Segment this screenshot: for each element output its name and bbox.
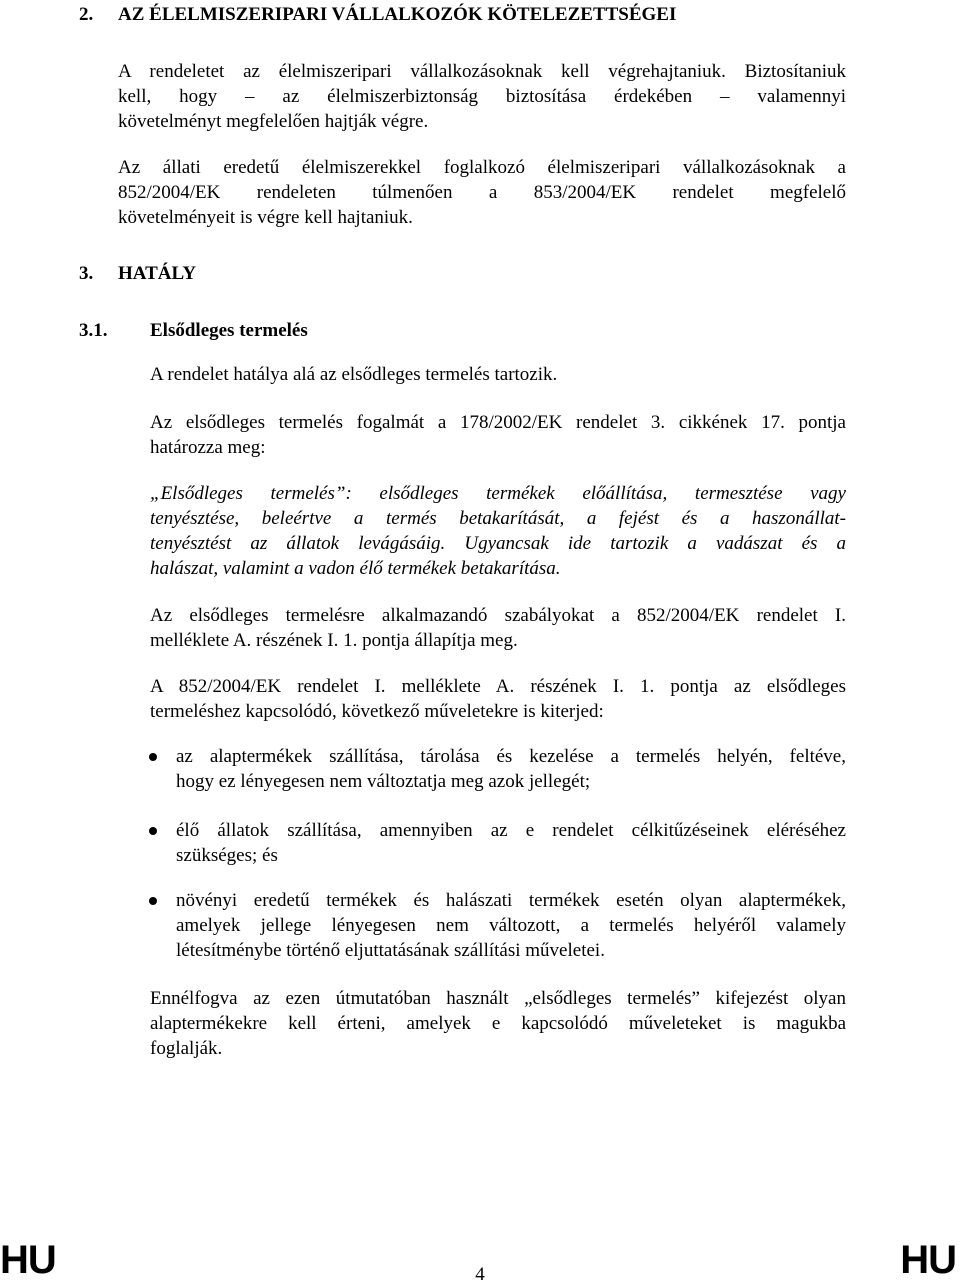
footer-language-code-right: HU xyxy=(900,1238,956,1282)
section-3-1-title: Elsődleges termelés xyxy=(150,320,308,341)
list-item xyxy=(176,888,846,963)
text-line: amelyek jellege lényegesen nem változott, a termelés helyéről valamely xyxy=(176,915,846,936)
text-line: A 852/2004/EK rendelet I. melléklete A. részének I. 1. pontja az elsődleges xyxy=(150,676,846,697)
bullet-dot-icon xyxy=(149,827,157,835)
bullet-dot-icon xyxy=(149,753,157,761)
section-3-1-paragraph-5 xyxy=(150,986,846,1061)
text-line: Az elsődleges termelés fogalmát a 178/2002/EK rendelet 3. cikkének 17. pontja xyxy=(150,412,846,433)
text-line: melléklete A. részének I. 1. pontja állapítja meg. xyxy=(150,630,518,651)
text-line: élő állatok szállítása, amennyiben az e rendelet célkitűzéseinek eléréséhez xyxy=(176,820,846,841)
text-line: halászat, valamint a vadon élő termékek betakarítása. xyxy=(150,558,561,579)
text-line: hogy ez lényegesen nem változtatja meg azok jellegét; xyxy=(176,771,591,792)
bullet-dot-icon xyxy=(149,897,157,905)
section-2-number: 2. xyxy=(79,4,94,25)
text-line: alaptermékekre kell érteni, amelyek e kapcsolódó műveleteket is magukba xyxy=(150,1013,846,1034)
text-line: Ennélfogva az ezen útmutatóban használt „elsődleges termelés” kifejezést olyan xyxy=(150,988,846,1009)
section-3-title: HATÁLY xyxy=(118,263,197,284)
text-line: növényi eredetű termékek és halászati termékek esetén olyan alaptermékek, xyxy=(176,890,846,911)
text-line: tenyésztése, beleértve a termés betakarítását, a fejést és a haszonállat- xyxy=(150,508,846,529)
text-line: „Elsődleges termelés”: elsődleges termékek előállítása, termesztése vagy xyxy=(150,483,846,504)
text-line: követelményt megfelelően hajtják végre. xyxy=(118,111,429,132)
section-3-1-paragraph-3 xyxy=(150,603,846,653)
section-3-1-paragraph-2 xyxy=(150,410,846,460)
definition-quote xyxy=(150,481,846,581)
page-number: 4 xyxy=(475,1264,485,1285)
text-line: követelményeit is végre kell hajtaniuk. xyxy=(118,207,413,228)
text-line: termeléshez kapcsolódó, következő műveletekre is kiterjed: xyxy=(150,701,604,722)
section-2-paragraph-2 xyxy=(118,155,846,230)
text-line: tenyésztést az állatok levágásáig. Ugyancsak ide tartozik a vadászat és a xyxy=(150,533,846,554)
section-3-1-number: 3.1. xyxy=(79,320,108,341)
text-line: az alaptermékek szállítása, tárolása és kezelése a termelés helyén, feltéve, xyxy=(176,746,846,767)
section-3-1-paragraph-4 xyxy=(150,674,846,724)
list-item xyxy=(176,818,846,868)
text-line: kell, hogy – az élelmiszerbiztonság biztosítása érdekében – valamennyi xyxy=(118,86,846,107)
text-line: létesítménybe történő eljuttatásának szállítási műveletei. xyxy=(176,940,605,961)
text-line: A rendeletet az élelmiszeripari vállalkozásoknak kell végrehajtaniuk. Biztosítaniuk xyxy=(118,61,846,82)
text-line: foglalják. xyxy=(150,1038,223,1059)
text-line: 852/2004/EK rendeleten túlmenően a 853/2004/EK rendelet megfelelő xyxy=(118,182,846,203)
list-item xyxy=(176,744,846,794)
text-line: Az állati eredetű élelmiszerekkel foglalkozó élelmiszeripari vállalkozásoknak a xyxy=(118,157,846,178)
section-3-number: 3. xyxy=(79,263,94,284)
text-line: szükséges; és xyxy=(176,845,278,866)
footer-language-code-left: HU xyxy=(0,1238,56,1282)
section-3-1-paragraph-1: A rendelet hatálya alá az elsődleges termelés tartozik. xyxy=(150,364,558,385)
section-2-paragraph-1 xyxy=(118,59,846,134)
section-2-title: AZ ÉLELMISZERIPARI VÁLLALKOZÓK KÖTELEZETTSÉGEI xyxy=(118,4,677,25)
text-line: határozza meg: xyxy=(150,437,266,458)
text-line: Az elsődleges termelésre alkalmazandó szabályokat a 852/2004/EK rendelet I. xyxy=(150,605,846,626)
